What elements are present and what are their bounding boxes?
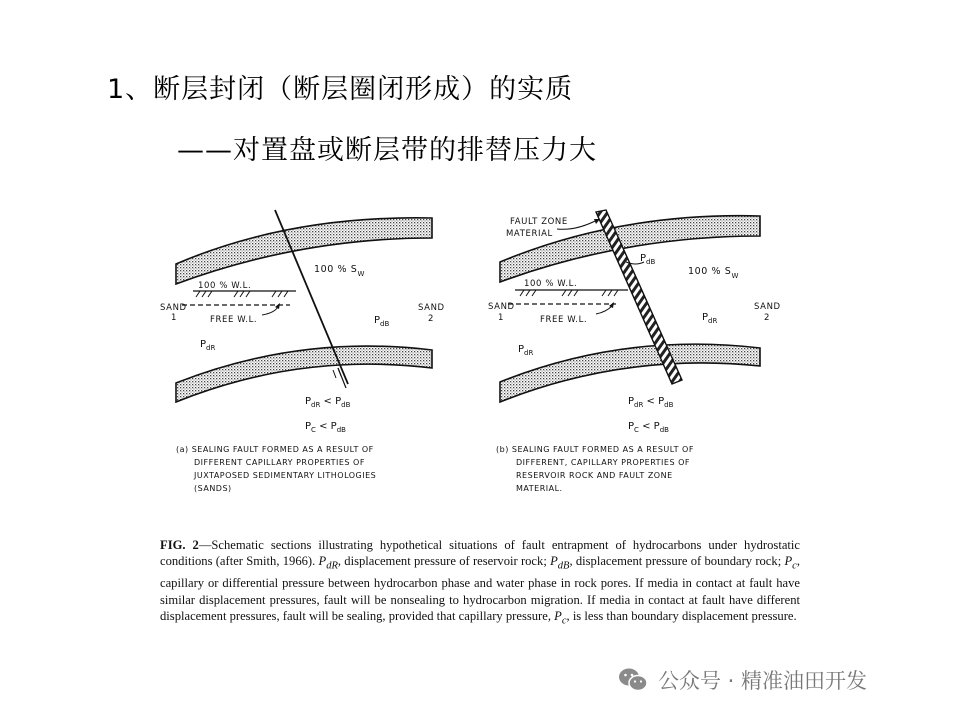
label-sand2-num-b: 2	[764, 313, 771, 323]
caption-b-line3: RESERVOIR ROCK AND FAULT ZONE	[516, 471, 673, 480]
label-pdr-right-b: $P_{dR}$	[702, 312, 718, 325]
label-sand2-a: SAND	[418, 303, 445, 313]
label-pdr-a: $P_{dR}$	[200, 339, 216, 352]
relation2-a: $P_C < P_{dB}$	[305, 421, 346, 434]
label-material-b: MATERIAL	[506, 229, 553, 239]
figure-caption: FIG. 2—Schematic sections illustrating hypothetical situations of fault entrapment of hydrocarbons under hydrostatic conditions (after Smith, 1966). $P_{dR}$, displacement pressure of reservoir rock; $P_{dB}$, displacement pressure of boundary rock; $P_c$, capillary or differential pressure between hydrocarbon phase and water phase in rock pores. If media in contact at fault have similar displacement pressures, fault will be nonsealing to hydrocarbon migration. If media in contact at fault have different displacement pressures, fault will be sealing, provided that capillary pressure, $P_c$, is less than boundary displacement pressure.	[160, 538, 800, 627]
label-sand1-a: SAND	[160, 303, 187, 313]
slide-title: 1、断层封闭（断层圈闭形成）的实质	[107, 74, 574, 105]
label-100-sw-a: 100 % $S_W$	[314, 264, 365, 278]
panel-a	[160, 210, 445, 493]
lower-bed-b	[500, 344, 760, 402]
label-sand2-num-a: 2	[428, 314, 435, 324]
label-100-wl-b: 100 % W.L.	[524, 279, 578, 289]
relation1-b: $P_{dR} < P_{dB}$	[628, 396, 674, 409]
relation2-b: $P_C < P_{dB}$	[628, 421, 669, 434]
caption-a-line4: (SANDS)	[194, 484, 232, 493]
label-100-wl-a: 100 % W.L.	[198, 281, 252, 291]
label-free-wl-b: FREE W.L.	[540, 315, 588, 325]
upper-bed-a	[176, 218, 432, 284]
label-sand1-num-b: 1	[498, 313, 505, 323]
relation1-a: $P_{dR} < P_{dB}$	[305, 396, 351, 409]
label-free-wl-a: FREE W.L.	[210, 315, 258, 325]
label-sand1-b: SAND	[488, 302, 515, 312]
caption-b-line2: DIFFERENT, CAPILLARY PROPERTIES OF	[516, 458, 690, 467]
label-100-sw-b: 100 % $S_W$	[688, 266, 739, 280]
caption-b-line4: MATERIAL.	[516, 484, 563, 493]
label-fault-zone-b: FAULT ZONE	[510, 217, 568, 227]
watermark	[618, 665, 867, 695]
lower-bed-a	[176, 346, 432, 402]
label-pdb-top-b: $P_{dB}$	[640, 253, 656, 266]
panel-b	[488, 210, 781, 493]
wechat-icon	[618, 667, 648, 693]
label-pdr-b: $P_{dR}$	[518, 344, 534, 357]
label-sand2-b: SAND	[754, 302, 781, 312]
caption-a-line1: (a) SEALING FAULT FORMED AS A RESULT OF	[176, 445, 374, 454]
caption-a-line2: DIFFERENT CAPILLARY PROPERTIES OF	[194, 458, 365, 467]
caption-a-line3: JUXTAPOSED SEDIMENTARY LITHOLOGIES	[194, 471, 377, 480]
label-pdb-a: $P_{dB}$	[374, 315, 390, 328]
caption-b-line1: (b) SEALING FAULT FORMED AS A RESULT OF	[496, 445, 694, 454]
figure-number: FIG. 2	[160, 538, 199, 552]
label-sand1-num-a: 1	[171, 313, 178, 323]
slide-subtitle: ——对置盘或断层带的排替压力大	[177, 135, 597, 166]
watermark-text: 公众号 · 精准油田开发	[658, 669, 868, 693]
